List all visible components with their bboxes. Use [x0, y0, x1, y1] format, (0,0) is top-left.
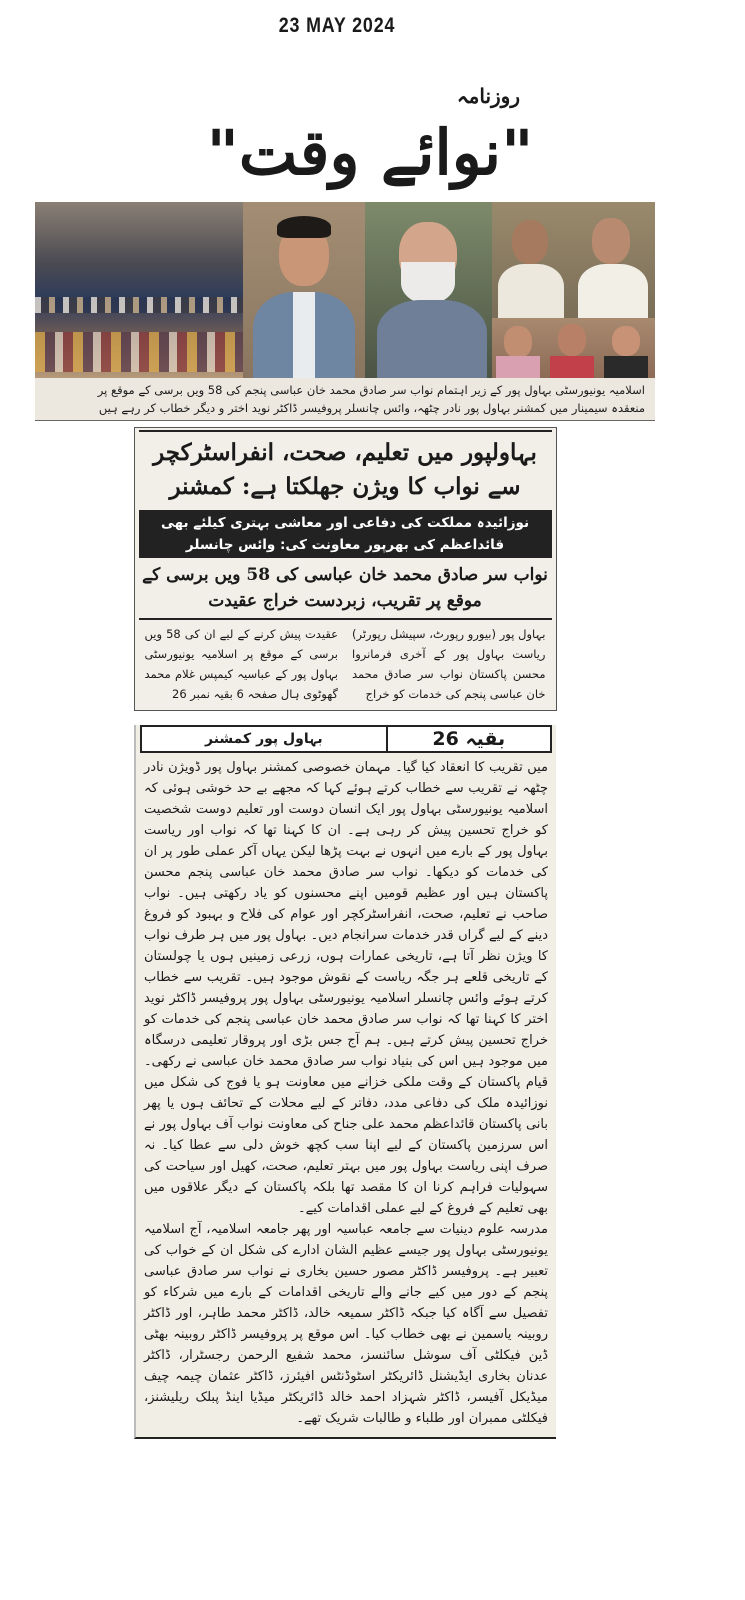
caption-line-2: منعقدہ سیمینار میں کمشنر بہاول پور نادر چٹھہ، وائس چانسلر پروفیسر ڈاکٹر نوید اختر و دیگر خطاب کر رہے ہیں: [98, 401, 645, 415]
story-subheadline: نواب سر صادق محمد خان عباسی کی 58 ویں برسی کے موقع پر تقریب، زبردست خراج عقیدت: [139, 558, 552, 620]
continuation-body: [136, 753, 556, 1433]
photo-caption: [35, 378, 655, 421]
audience-photo: [35, 202, 243, 378]
publication-date: 23 MAY 2024: [278, 14, 396, 37]
story-column-2: عقیدت پیش کرنے کے لیے ان کی 58 ویں برسی کے موقع پر اسلامیہ یونیورسٹی بہاول پور کے عباسیہ کیمپس غلام محمد گھوٹوی ہال صفحہ 6 بقیہ نمبر 26: [144, 627, 338, 701]
news-story: [134, 427, 557, 711]
continuation-title: بہاول پور کمشنر: [205, 731, 323, 747]
continuation-paragraph: مدرسہ علوم دینیات سے جامعہ عباسیہ اور پھر جامعہ اسلامیہ، آج اسلامیہ یونیورسٹی بہاول پور جیسے عظیم الشان ادارے کی شکل ان کے خواب کی تعبیر ہے۔ پروفیسر ڈاکٹر مصور حسین بخاری نے نواب سر صادق عباسی پنجم کے دور میں کیے جانے والے تاریخی اقدامات کے بارے میں شرکاء کو تفصیل سے آگاہ کیا جبکہ ڈاکٹر سمیعہ خالد، ڈاکٹر محمد طاہر، اور ڈاکٹر روبینہ یاسمین نے بھی خطاب کیا۔ اس موقع پر پروفیسر ڈاکٹر روبینہ بھٹی ڈین فیکلٹی آف سوشل سائنسز، محمد شفیع الرحمن رجسٹرار، ڈاکٹر عدنان بخاری ایڈیشنل ڈائریکٹر اسٹوڈنٹس افیئرز، ڈاکٹر عثمان چیمہ چیف میڈیکل آفیسر، ڈاکٹر شہزاد احمد خالد ڈائریکٹر میڈیا اینڈ پبلک ریلیشنز، فیکلٹی ممبران اور طلباء و طالبات شریک تھے۔: [144, 1222, 548, 1426]
story-intro-columns: [135, 620, 556, 704]
article-flow: [35, 378, 655, 1439]
story-headline: بہاولپور میں تعلیم، صحت، انفراسٹرکچر سے نواب کا ویژن جھلکتا ہے: کمشنر: [139, 430, 552, 508]
caption-line-1: اسلامیہ یونیورسٹی بہاول پور کے زیر اہتمام نواب سر صادق محمد خان عباسی پنجم کی 58 ویں برسی کے موقع پر: [97, 383, 645, 397]
newspaper-label: روزنامہ: [456, 84, 520, 108]
women-panel-photo: [492, 318, 655, 378]
newspaper-masthead: "نوائے وقت": [206, 116, 534, 189]
speaker-man-glasses-photo: [243, 202, 365, 378]
story-deck-band: نوزائیدہ مملکت کی دفاعی اور معاشی بہتری کیلئے بھی قائداعظم کی بھرپور معاونت کی: وائس چانسلر: [139, 510, 552, 558]
photo-strip: [35, 202, 655, 378]
speaker-bearded-man-photo: [365, 202, 492, 378]
continuation-number: بقیہ 26: [386, 727, 550, 751]
continuation-paragraph: میں تقریب کا انعقاد کیا گیا۔ مہمان خصوصی کمشنر بہاول پور ڈویژن نادر چٹھہ نے تقریب سے خطاب کرتے ہوئے کہا کہ مجھے بے حد خوشی ہوئی کہ اسلامیہ یونیورسٹی بہاول پور ایک انسان دوست اور تعلیم دوست شخصیت کو خراج تحسین پیش کر رہی ہے۔ ان کا کہنا تھا کہ نواب اور ریاست بہاول پور کے بارے میں انہوں نے بہت پڑھا لیکن یہاں آکر عملی طور پر ان کی خدمات کو دیکھا۔ نواب سر صادق محمد خان عباسی پنجم محسن پاکستان ہیں اور عظیم قومیں اپنے محسنوں کو یاد رکھتی ہیں۔ نواب صاحب نے تعلیم، صحت، انفراسٹرکچر اور عوام کی فلاح و بہبود کو فروغ دینے کے لیے گراں قدر خدمات سرانجام دیں۔ بہاول پور میں ہر طرف نواب کا ویژن نظر آتا ہے، تاریخی عمارات ہوں، زرعی زمینیں ہوں یا چولستان کے تاریخی قلعے ہر جگہ ریاست کے نقوش موجود ہیں۔ تقریب سے خطاب کرتے ہوئے وائس چانسلر اسلامیہ یونیورسٹی بہاول پور پروفیسر ڈاکٹر نوید اختر کا کہنا تھا کہ نواب سر صادق محمد خان عباسی پنجم کی خدمات کو خراج تحسین پیش کرتے ہیں۔ ہم آج جس بڑی اور پروقار تعلیمی درسگاہ میں موجود ہیں اس کی بنیاد نواب سر صادق محمد خان عباسی نے رکھی۔ قیام پاکستان کے وقت ملکی خزانے میں معاونت ہو یا فوج کی شکل میں نوزائیدہ ملک کی دفاعی مدد، دفاتر کے لیے محلات کے تحائف ہوں یا پھر بانی پاکستان قائداعظم محمد علی جناح کی معاونت نواب آف بہاول پور نے اس سرزمین پاکستان کے لیے اپنا سب کچھ خوش دلی سے عطا کیا۔ نہ صرف اپنی ریاست بہاول پور میں بہتر تعلیم، صحت، کھیل اور سیاحت کی سہولیات فراہم کرنا ان کا مقصد تھا بلکہ پاکستان کے دیگر علاقوں میں بھی تعلیم کے فروغ کے لیے عملی اقدامات کیے۔: [144, 760, 548, 1216]
two-men-photo: [492, 202, 655, 318]
continuation-header: [140, 725, 552, 753]
continuation-section: [134, 725, 556, 1439]
story-column-1: بہاول پور (بیورو رپورٹ، سپیشل رپورٹر) ریاست بہاول پور کے آخری فرمانروا محسن پاکستان نواب سر صادق محمد خان عباسی پنجم کی خدمات کو خراج: [352, 627, 546, 701]
